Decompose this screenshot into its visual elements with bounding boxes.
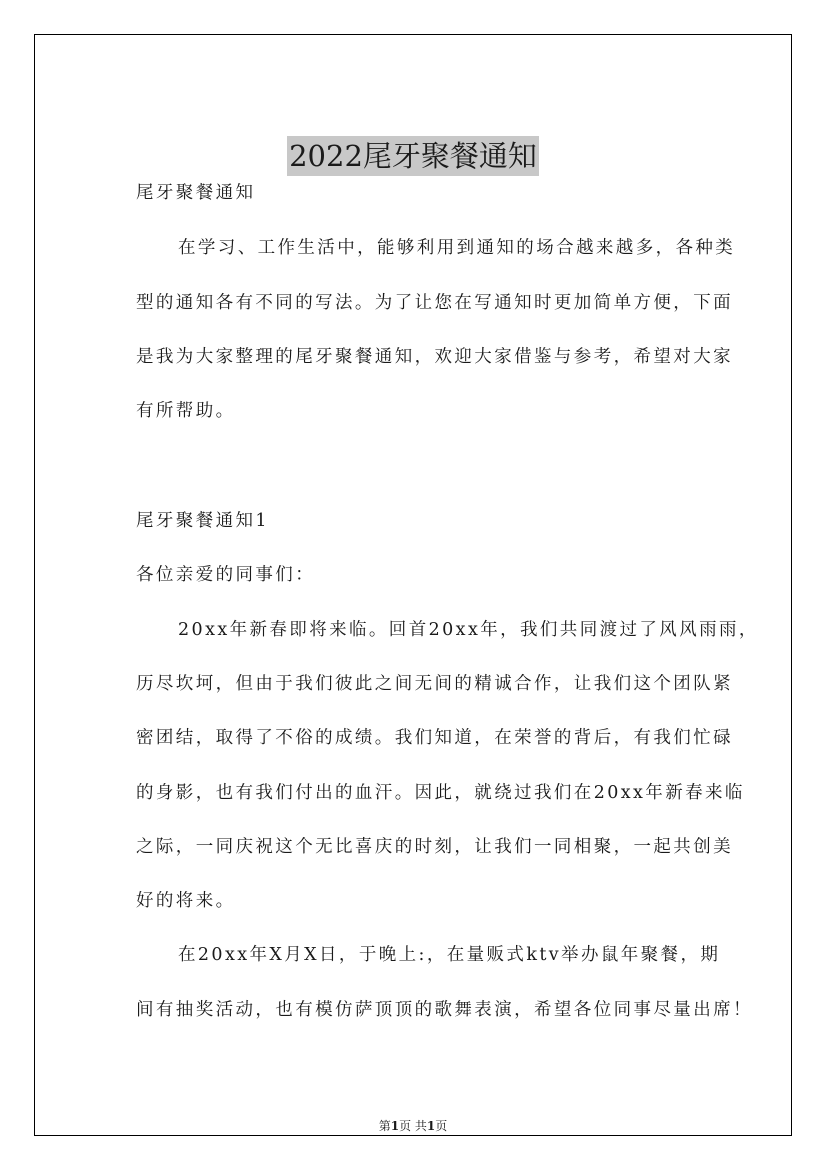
paragraph-line: 在20xx年X月X日，于晚上:，在量贩式ktv举办鼠年聚餐，期 — [178, 945, 721, 965]
paragraph-line: 在学习、工作生活中，能够利用到通知的场合越来越多，各种类 — [178, 238, 736, 258]
page-footer — [35, 1118, 791, 1134]
page-current: 1 — [390, 1119, 400, 1133]
section-heading: 尾牙聚餐通知 — [136, 183, 256, 203]
footer-suffix: 页 — [435, 1119, 448, 1133]
title-wrap — [35, 136, 791, 176]
paragraph-line: 是我为大家整理的尾牙聚餐通知，欢迎大家借鉴与参考，希望对大家 — [136, 347, 733, 367]
page-frame — [34, 34, 792, 1136]
paragraph-line: 之际，一同庆祝这个无比喜庆的时刻，让我们一同相聚，一起共创美 — [136, 837, 733, 857]
paragraph-line: 型的通知各有不同的写法。为了让您在写通知时更加简单方便，下面 — [136, 293, 733, 313]
paragraph-line: 间有抽奖活动，也有模仿萨顶顶的歌舞表演，希望各位同事尽量出席！ — [136, 1000, 753, 1020]
paragraph-line: 20xx年新春即将来临。回首20xx年，我们共同渡过了风风雨雨， — [178, 620, 759, 640]
footer-mid: 页 共 — [399, 1119, 427, 1133]
salutation: 各位亲爱的同事们： — [136, 565, 316, 585]
section-heading: 尾牙聚餐通知1 — [136, 511, 269, 531]
paragraph-line: 有所帮助。 — [136, 401, 236, 421]
paragraph-line: 历尽坎坷，但由于我们彼此之间无间的精诚合作，让我们这个团队紧 — [136, 674, 733, 694]
document-title: 2022尾牙聚餐通知 — [287, 136, 539, 176]
footer-prefix: 第 — [378, 1119, 391, 1133]
paragraph-line: 密团结，取得了不俗的成绩。我们知道，在荣誉的背后，有我们忙碌 — [136, 728, 733, 748]
page-total: 1 — [426, 1119, 436, 1133]
paragraph-line: 好的将来。 — [136, 891, 236, 911]
paragraph-line: 的身影，也有我们付出的血汗。因此，就绕过我们在20xx年新春来临 — [136, 783, 745, 803]
